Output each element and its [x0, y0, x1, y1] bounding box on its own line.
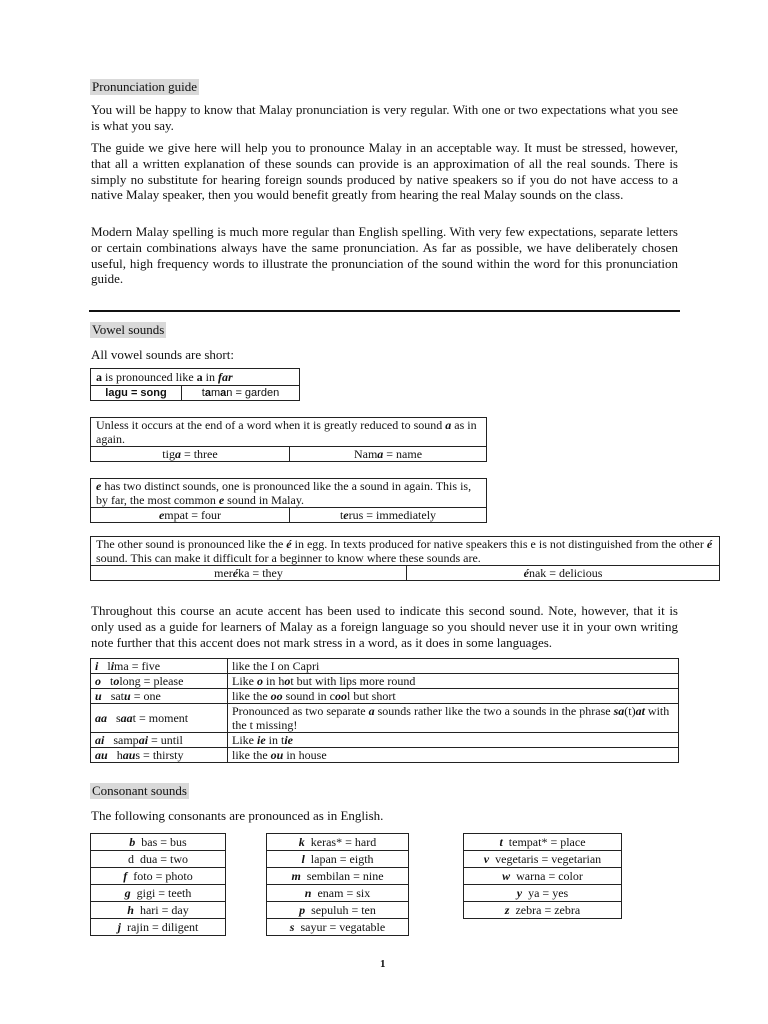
vowel-cell-i: i lima = five [91, 659, 228, 674]
consonants-intro: The following consonants are pronounced as in English. [91, 808, 384, 823]
example-mereka: meréka = they [214, 566, 283, 580]
table-row [91, 834, 226, 851]
table-row [267, 885, 409, 902]
table-row [267, 868, 409, 885]
table-row [91, 851, 226, 868]
section-heading-consonants: Consonant sounds [92, 783, 187, 798]
consonant-cell-g: g gigi = teeth [91, 885, 226, 902]
guide-paragraph: The guide we give here will help you to pronounce Malay in an acceptable way. It must be stressed, however, that all a written explanation of these sounds can provide is an approximation of all the real sounds. There is simply no substitute for hearing foreign sounds produced by native speakers so if you do not have access to a native Malay speaker, then you would benefit greatly from hearing the real Malay sounds on the class. [91, 140, 678, 203]
table-row [91, 885, 226, 902]
vowel-table [90, 658, 679, 763]
vowel-cell-ai: ai sampai = until [91, 733, 228, 748]
section-heading-pronunciation: Pronunciation guide [92, 79, 198, 94]
spelling-paragraph: Modern Malay spelling is much more regular than English spelling. With very few expectations, separate letters or certain combinations always have the same pronunciation. As far as possible, we have deliberately chosen useful, high frequency words to illustrate the pronunciation of the sound within the word for this pronunciation guide. [91, 224, 678, 287]
description-cell: like the oo sound in cool but short [228, 689, 679, 704]
vowel-a-box [90, 368, 300, 401]
consonant-cell-y: y ya = yes [464, 885, 622, 902]
table-row [267, 902, 409, 919]
vowel-e-box [90, 478, 487, 523]
vowel-cell-aa: aa saat = moment [91, 704, 228, 733]
example-empat: empat = four [158, 508, 222, 522]
vowel-e-acute-description: The other sound is pronounced like the é in egg. In texts produced for native speakers this e is not distinguished from the other é sound. This can make it difficult for a beginner to know where these sounds are. [96, 537, 713, 565]
table-row [464, 902, 622, 919]
table-row [464, 868, 622, 885]
table-row [267, 919, 409, 936]
table-row [267, 834, 409, 851]
consonant-cell-l: l lapan = eigth [267, 851, 409, 868]
consonant-table-2 [266, 833, 409, 936]
table-row [91, 659, 679, 674]
example-enak: énak = delicious [406, 566, 719, 580]
consonant-cell-p: p sepuluh = ten [267, 902, 409, 919]
accent-paragraph: Throughout this course an acute accent has been used to indicate this second sound. Note, however, that it is only used as a guide for learners of Malay as a foreign language so you should never use it in your own writing note further that this accent does not mark stress in a word, as it does in some languages. [91, 603, 678, 650]
intro-paragraph: You will be happy to know that Malay pronunciation is very regular. With one or two expectations what you see is what you say. [91, 102, 678, 133]
example-nama: Nama = name [289, 447, 486, 461]
description-cell: like the ou in house [228, 748, 679, 763]
vowel-cell-o: o tolong = please [91, 674, 228, 689]
table-row [464, 851, 622, 868]
consonant-cell-s: s sayur = vegatable [267, 919, 409, 936]
consonant-cell-z: z zebra = zebra [464, 902, 622, 919]
table-row [91, 902, 226, 919]
vowel-cell-au: au haus = thirsty [91, 748, 228, 763]
table-row [91, 689, 679, 704]
consonant-cell-h: h hari = day [91, 902, 226, 919]
consonant-cell-t: t tempat* = place [464, 834, 622, 851]
section-divider [89, 310, 680, 312]
table-row [91, 868, 226, 885]
page-number: 1 [380, 958, 386, 970]
description-cell: Pronounced as two separate a sounds rather like the two a sounds in the phrase sa(t)at with the t missing! [228, 704, 679, 733]
table-row [91, 704, 679, 733]
example-tiga: tiga = three [162, 447, 218, 461]
consonant-cell-m: m sembilan = nine [267, 868, 409, 885]
vowels-intro: All vowel sounds are short: [91, 347, 234, 362]
vowel-cell-u: u satu = one [91, 689, 228, 704]
example-lagu: lagu = song [105, 387, 167, 399]
vowel-e-acute-box [90, 536, 720, 581]
consonant-cell-w: w warna = color [464, 868, 622, 885]
example-taman: taman = garden [181, 386, 299, 400]
description-cell: Like ie in tie [228, 733, 679, 748]
consonant-table-1 [90, 833, 226, 936]
table-row [464, 834, 622, 851]
consonant-cell-k: k keras* = hard [267, 834, 409, 851]
section-heading-vowels: Vowel sounds [92, 322, 165, 337]
description-cell: Like o in hot but with lips more round [228, 674, 679, 689]
consonant-cell-n: n enam = six [267, 885, 409, 902]
table-row [91, 919, 226, 936]
table-row [267, 851, 409, 868]
consonant-cell-v: v vegetaris = vegetarian [464, 851, 622, 868]
vowel-a-description: a is pronounced like a in far [96, 370, 233, 384]
vowel-e-description: e has two distinct sounds, one is pronounced like the a sound in again. This is, by far, the most common e sound in Malay. [96, 479, 472, 507]
description-cell: like the I on Capri [228, 659, 679, 674]
table-row [91, 748, 679, 763]
table-row [91, 733, 679, 748]
table-row [464, 885, 622, 902]
vowel-a-reduced-box [90, 417, 487, 462]
table-row [91, 674, 679, 689]
consonant-cell-d: d dua = two [91, 851, 226, 868]
consonant-cell-j: j rajin = diligent [91, 919, 226, 936]
vowel-a-reduced-description: Unless it occurs at the end of a word when it is greatly reduced to sound a as in again. [96, 418, 477, 446]
consonant-cell-f: f foto = photo [91, 868, 226, 885]
consonant-cell-b: b bas = bus [91, 834, 226, 851]
example-terus: terus = immediately [289, 508, 486, 522]
consonant-table-3 [463, 833, 622, 919]
